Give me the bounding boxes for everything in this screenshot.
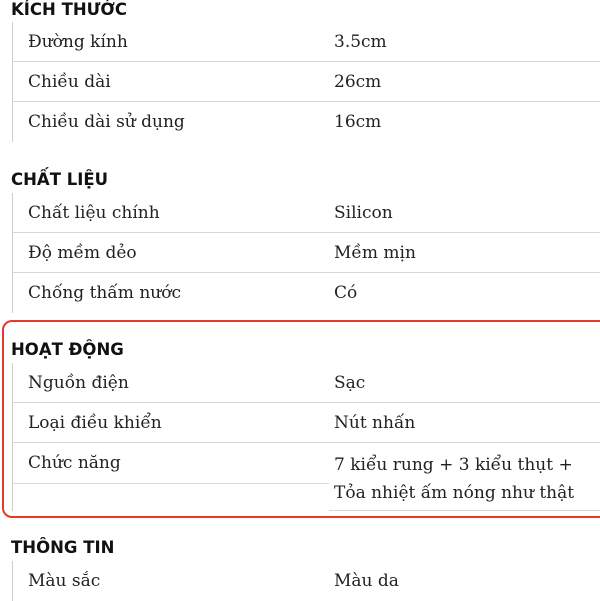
spec-value: 7 kiểu rung + 3 kiểu thụt + Tỏa nhiệt ấm nóng như thật: [334, 455, 575, 503]
section-title: THÔNG TIN: [11, 538, 115, 557]
table-row: [13, 102, 600, 142]
spec-table: [12, 561, 600, 601]
spec-table: [12, 22, 600, 142]
table-row: [13, 561, 600, 601]
spec-label: Chất liệu chính: [28, 203, 160, 223]
spec-label: Độ mềm dẻo: [28, 243, 137, 263]
spec-label: Chống thấm nước: [28, 283, 181, 303]
spec-label: Chức năng: [28, 453, 121, 473]
section-title: KÍCH THƯỚC: [11, 0, 127, 19]
table-row: [13, 62, 600, 102]
table-row: [13, 273, 600, 313]
section-title: HOẠT ĐỘNG: [11, 340, 124, 359]
spec-label: Chiều dài: [28, 72, 111, 92]
highlight-box: [2, 320, 600, 518]
section-title: CHẤT LIỆU: [11, 170, 109, 189]
spec-label: Loại điều khiển: [28, 413, 162, 433]
spec-value: 26cm: [334, 72, 382, 92]
spec-label: Màu sắc: [28, 571, 101, 591]
spec-value: Có: [334, 283, 358, 303]
spec-value: Silicon: [334, 203, 393, 223]
table-row: [13, 233, 600, 273]
spec-value: Sạc: [334, 373, 366, 393]
spec-value: 16cm: [334, 112, 382, 132]
spec-value: 3.5cm: [334, 32, 387, 52]
table-row: [13, 22, 600, 62]
spec-label: Chiều dài sử dụng: [28, 112, 185, 132]
spec-label: Đường kính: [28, 32, 128, 52]
spec-table: [12, 193, 600, 313]
spec-label: Nguồn điện: [28, 373, 129, 393]
spec-value: Màu da: [334, 571, 399, 591]
spec-value: Nút nhấn: [334, 413, 416, 433]
spec-value: Mềm mịn: [334, 243, 416, 263]
table-row: [13, 193, 600, 233]
